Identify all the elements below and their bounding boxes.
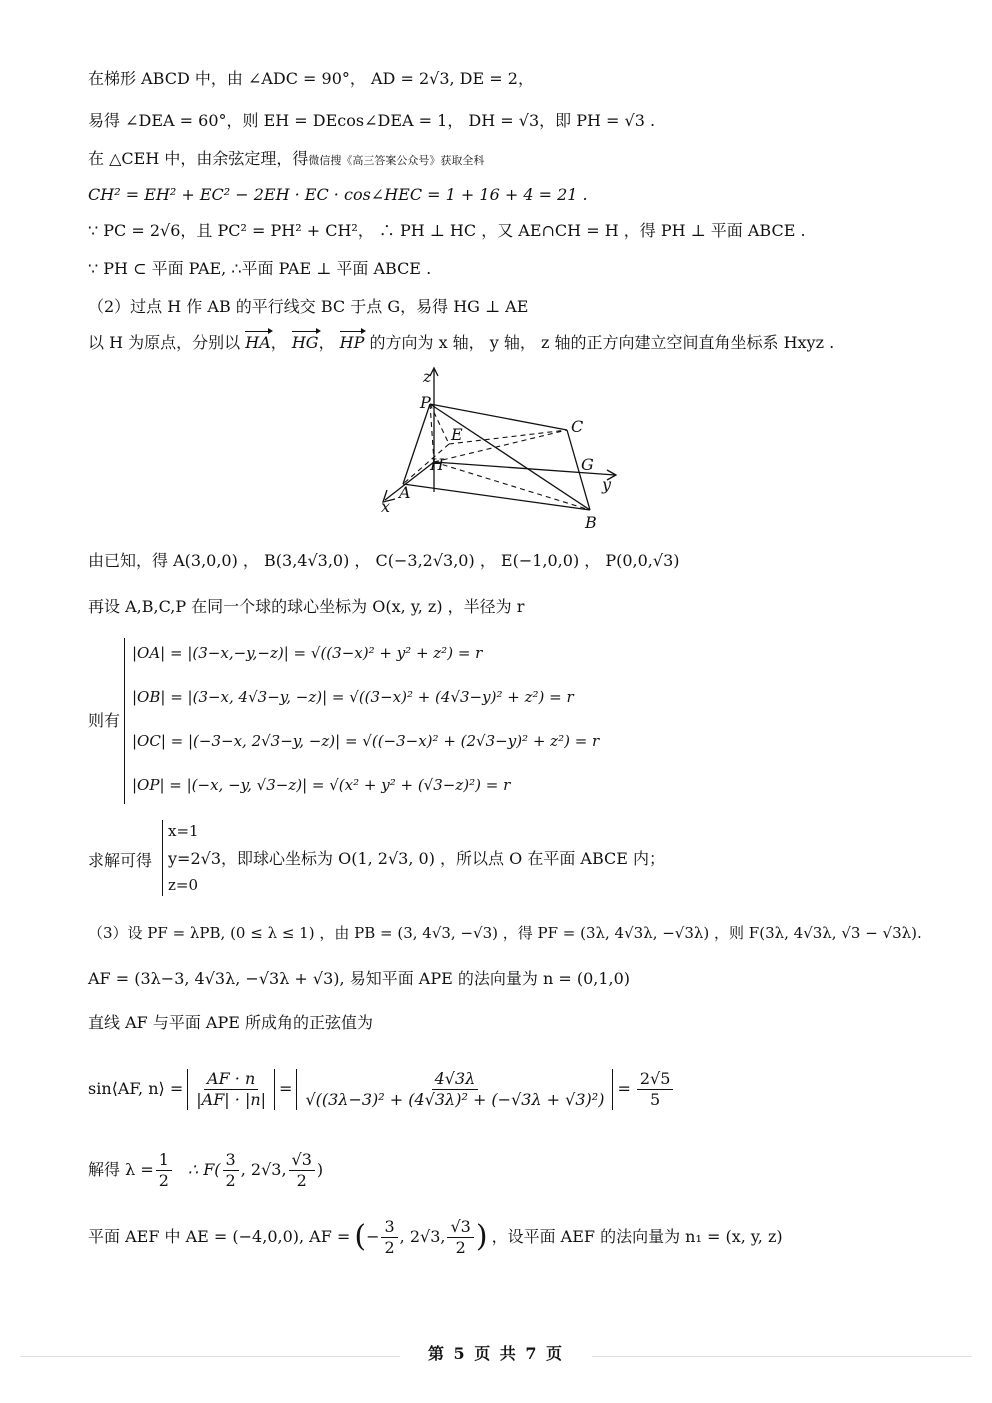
label-x: x [381,497,391,516]
fraction-denominator: |AF| · |n| [196,1089,267,1109]
fraction [223,1150,239,1191]
equals-sign: = [617,1079,631,1098]
equation-line: |OC| = |(−3−x, 2√3−y, −z)| = √((−3−x)² + (2√3−y)² + z²) = r [132,732,600,750]
text-line: 以 H 为原点，分别以 HA， HG， HP 的方向为 x 轴， y 轴， z 轴的正方向建立空间直角坐标系 Hxyz . [88,333,835,352]
paren-close: ) [475,1219,488,1254]
fraction-numerator: 3 [223,1150,239,1171]
label-g: G [581,455,594,474]
label-a: A [399,483,411,502]
text-line: ∵ PC = 2√6，且 PC² = PH² + CH²， ∴ PH ⊥ HC ，又 AE∩CH = H ，得 PH ⊥ 平面 ABCE . [88,221,806,240]
fraction-numerator: 3 [381,1217,397,1238]
text-span: , 2√3, [399,1227,446,1246]
label-z: z [423,367,432,386]
text-line: 直线 AF 与平面 APE 所成角的正弦值为 [88,1013,374,1032]
text-span: 的方向为 x 轴， y 轴， z 轴的正方向建立空间直角坐标系 Hxyz . [369,333,835,352]
fraction [302,1069,607,1110]
sine-formula [88,1058,675,1120]
edge-ec [449,430,567,444]
text-span: 解得 λ = [88,1160,154,1179]
text-span: ∴ F( [187,1160,221,1179]
fraction [381,1217,397,1258]
label-p: P [420,393,431,412]
text-line: 再设 A,B,C,P 在同一个球的球心坐标为 O(x, y, z) ，半径为 r [88,597,525,616]
text-line: （3）设 PF = λPB, (0 ≤ λ ≤ 1) ，由 PB = (3, 4√3, −√3) ，得 PF = (3λ, 4√3λ, −√3λ) ，则 F(3λ, 4√3λ, √3 − √3λ). [88,924,922,942]
minus-sign: − [366,1227,380,1246]
solution-brace [162,820,163,896]
label-e: E [451,425,463,444]
solution-line: z=0 [168,876,199,894]
fraction-denominator: 5 [650,1089,661,1109]
text-span: ，设平面 AEF 的法向量为 n₁ = (x, y, z) [491,1227,783,1246]
pyramid-figure [375,362,625,532]
solution-label: 求解可得 [88,851,153,870]
text-span: 平面 AEF 中 AE = (−4,0,0), AF = [88,1227,351,1246]
sine-lhs: sin⟨AF, n⟩ = [88,1079,184,1098]
text-line: 易得 ∠DEA = 60°，则 EH = DEcos∠DEA = 1， DH = √3，即 PH = √3 . [88,111,656,130]
formula-line: CH² = EH² + EC² − 2EH · EC · cos∠HEC = 1 + 16 + 4 = 21 . [88,185,588,204]
text-line: 在梯形 ABCD 中，由 ∠ADC = 90°， AD = 2√3, DE = 2， [88,69,534,88]
fraction-numerator: AF · n [204,1069,258,1090]
label-y: y [602,475,612,494]
vector-hg: HG [291,333,319,352]
solution-line: y=2√3，即球心坐标为 O(1, 2√3, 0) ，所以点 O 在平面 ABCE 内； [168,849,666,868]
abs-block [296,1069,613,1110]
text-line: 由已知，得 A(3,0,0) ， B(3,4√3,0) ， C(−3,2√3,0) ， E(−1,0,0) ， P(0,0,√3) [88,551,680,570]
equals-sign: = [279,1079,293,1098]
fraction [156,1150,172,1191]
equation-line: |OB| = |(3−x, 4√3−y, −z)| = √((3−x)² + (4√3−y)² + z²) = r [132,688,574,706]
equation-line: |OP| = |(−x, −y, √3−z)| = √(x² + y² + (√3−z)²) = r [132,776,511,794]
label-b: B [585,513,597,532]
fraction-numerator: 2√5 [637,1069,674,1090]
text-line [88,148,484,172]
text-line: （2）过点 H 作 AB 的平行线交 BC 于点 G，易得 HG ⊥ AE [88,297,529,316]
watermark-note: 微信搜《高三答案公众号》获取全科 [308,154,485,167]
plane-aef-line [88,1212,783,1262]
text-span: 以 H 为原点，分别以 [88,333,241,352]
fraction-numerator: 1 [156,1150,172,1171]
text-line: ∵ PH ⊂ 平面 PAE, ∴平面 PAE ⊥ 平面 ABCE . [88,259,432,278]
fraction-denominator: √((3λ−3)² + (4√3λ)² + (−√3λ + √3)²) [305,1089,605,1109]
edge-hb [434,462,590,510]
fraction-denominator: 2 [158,1170,169,1190]
fraction-numerator: √3 [289,1150,315,1171]
text-line: AF = (3λ−3, 4√3λ, −√3λ + √3), 易知平面 APE 的法向量为 n = (0,1,0) [88,969,631,988]
text-span: ) [316,1160,324,1179]
text-span: , 2√3, [240,1160,287,1179]
fraction [637,1069,674,1110]
fraction [289,1150,315,1191]
system-brace [124,638,125,804]
paren-open: ( [354,1219,367,1254]
text-span: 在 △CEH 中，由余弦定理，得 [88,149,309,168]
abs-block [187,1069,275,1110]
fraction-denominator: 2 [384,1237,395,1257]
fraction-denominator: 2 [296,1170,307,1190]
vector-hp: HP [339,333,365,352]
solution-line: x=1 [168,822,199,840]
label-h: H [430,455,444,474]
fraction-denominator: 2 [455,1237,466,1257]
system-label: 则有 [88,711,121,730]
fraction [447,1217,473,1258]
lambda-line [88,1146,323,1194]
edge-ab [403,484,590,510]
fraction-numerator: √3 [447,1217,473,1238]
fraction [193,1069,269,1110]
page-footer: 第 5 页 共 7 页 [427,1344,565,1363]
equation-line: |OA| = |(3−x,−y,−z)| = √((3−x)² + y² + z²) = r [132,644,483,662]
label-c: C [571,417,584,436]
fraction-numerator: 4√3λ [432,1069,479,1090]
vector-ha: HA [245,333,271,352]
fraction-denominator: 2 [225,1170,236,1190]
edge-pa [403,404,430,484]
